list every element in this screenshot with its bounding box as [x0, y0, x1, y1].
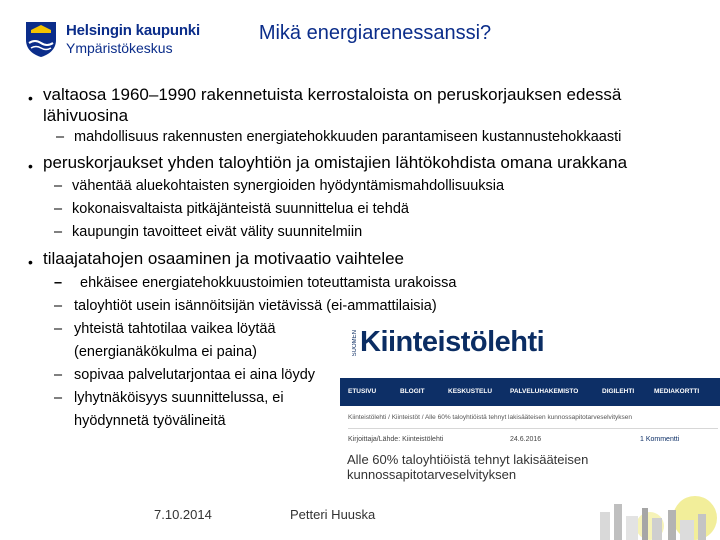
brand-name: Kiinteistölehti	[360, 326, 545, 358]
logo-city-name: Helsingin kaupunki	[66, 22, 200, 39]
footer-author: Petteri Huuska	[290, 507, 376, 522]
page-title: Mikä energiarenessanssi?	[258, 22, 492, 44]
sub-item: – lyhytnäköisyys suunnittelussa, ei	[54, 390, 284, 406]
sub-item: – ehkäisee energiatehokkuustoimien toteuttamista urakoissa	[54, 275, 457, 291]
nav-item-mediakortti[interactable]: MEDIAKORTTI	[654, 388, 700, 395]
bullet-2-line1: peruskorjaukset yhden taloyhtiön ja omistajien lähtökohdista omana urakkana	[43, 153, 628, 172]
nav-item-palveluhakemisto[interactable]: PALVELUHAKEMISTO	[510, 388, 579, 395]
sub-item-text: lyhytnäköisyys suunnittelussa, ei	[74, 390, 284, 406]
nav-item-blogit[interactable]: BLOGIT	[400, 388, 425, 395]
sub-item: – mahdollisuus rakennusten energiatehokkuuden parantamiseen kustannustehokkaasti	[56, 129, 622, 145]
sub-item-text: mahdollisuus rakennusten energiatehokkuuden parantamiseen kustannustehokkaasti	[74, 129, 622, 145]
footer-date: 7.10.2014	[154, 507, 212, 522]
sub-item-text: kokonaisvaltaista pitkäjänteistä suunnittelua ei tehdä	[72, 201, 409, 217]
sub-item-text: sopivaa palvelutarjontaa ei aina löydy	[74, 367, 316, 383]
nav-item-etusivu[interactable]: ETUSIVU	[348, 388, 377, 395]
bullet-icon: •	[28, 158, 33, 174]
sub-item-continuation: hyödynnetä työvälineitä	[74, 413, 226, 429]
logo-department: Ympäristökeskus	[66, 40, 173, 56]
sub-item: – kaupungin tavoitteet eivät välity suunnitelmiin	[54, 224, 363, 240]
comments-link[interactable]: 1 Kommentti	[640, 436, 680, 443]
logo-vertical-label: SUOMEN	[352, 330, 358, 357]
sub-item-text: vähentää aluekohtaisten synergioiden hyödyntämismahdollisuuksia	[72, 178, 505, 194]
sub-item-continuation: (energianäkökulma ei paina)	[74, 344, 257, 360]
city-skyline-icon	[590, 488, 720, 540]
nav-item-keskustelu[interactable]: KESKUSTELU	[448, 388, 493, 395]
article-date: 24.6.2016	[510, 436, 542, 443]
article-headline[interactable]: Alle 60% taloyhtiöistä tehnyt lakisääteisen kunnossapitotarveselvityksen	[347, 452, 589, 482]
sub-item: – sopivaa palvelutarjontaa ei aina löydy	[54, 367, 316, 383]
breadcrumb[interactable]: Kiinteistölehti / Kiinteistöt / Alle 60% taloyhtiöistä tehnyt lakisääteisen kunnossapitotarveselvityksen	[348, 414, 632, 421]
sub-item: – taloyhtiöt usein isännöitsijän vietävissä (ei-ammattilaisia)	[54, 298, 437, 314]
sub-item-text: ehkäisee energiatehokkuustoimien toteuttamista urakoissa	[80, 275, 457, 291]
bullet-3-line1: tilaajatahojen osaaminen ja motivaatio vaihtelee	[43, 249, 405, 268]
sub-item: – kokonaisvaltaista pitkäjänteistä suunnittelua ei tehdä	[54, 201, 409, 217]
sub-item-text: kaupungin tavoitteet eivät välity suunnitelmiin	[72, 224, 363, 240]
site-nav-bar	[340, 378, 720, 406]
bullet-icon: •	[28, 90, 33, 106]
kiinteistolehti-logo	[352, 326, 580, 362]
nav-item-digilehti[interactable]: DIGILEHTI	[602, 388, 635, 395]
sub-item: – vähentää aluekohtaisten synergioiden hyödyntämismahdollisuuksia	[54, 178, 505, 194]
article-author: Kirjoittaja/Lähde: Kiinteistölehti	[348, 436, 444, 443]
sub-item-text: taloyhtiöt usein isännöitsijän vietävissä (ei-ammattilaisia)	[74, 298, 437, 314]
bullet-1-line2: lähivuosina	[43, 106, 129, 125]
bullet-icon: •	[28, 254, 33, 270]
divider	[348, 428, 718, 429]
sub-item: – yhteistä tahtotilaa vaikea löytää	[54, 321, 276, 337]
bullet-1-line1: valtaosa 1960–1990 rakennetuista kerrostaloista on peruskorjauksen edessä	[43, 85, 622, 104]
sub-item-text: yhteistä tahtotilaa vaikea löytää	[74, 321, 276, 337]
